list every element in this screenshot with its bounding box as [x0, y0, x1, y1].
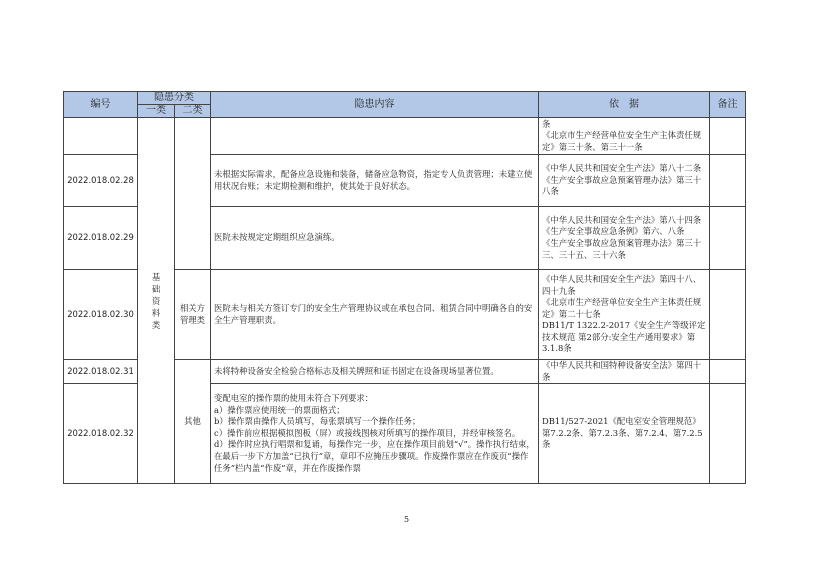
category2-empty-cell [175, 118, 211, 270]
category1-cell [138, 118, 175, 484]
row-basis: 《中华人民共和国特种设备安全法》第四十条 [539, 360, 710, 384]
row-content: 未根据实际需求，配备应急设施和装备，储备应急物资，指定专人负责管理；未建立使用状况台账；未定期检测和维护，使其处于良好状态。 [211, 155, 539, 207]
row-content: 医院未按规定定期组织应急演练。 [211, 207, 539, 270]
row-remark [710, 118, 746, 155]
header-basis: 依 据 [539, 92, 710, 118]
row-number: 2022.018.02.32 [64, 384, 138, 484]
header-remark: 备注 [710, 92, 746, 118]
row-basis: 条 《北京市生产经营单位安全生产主体责任规定》第三十条、第三十一条 [539, 118, 710, 155]
hazard-table [63, 91, 746, 484]
row-content: 变配电室的操作票的使用未符合下列要求： a）操作票应使用统一的票面格式； b）操作票由操作人员填写，每张票填写一个操作任务； c）操作前应根据模拟图板（屏）或接线图核对所填写的操作项目，并经审核签名。 d）操作时应执行唱票和复诵，每操作完一步，应在操作项目前划“√”。操作执行结束，在最后一步下方加盖“已执行”章，章印不应掩压步骤项。作废操作票应在作废页“操作任务”栏内盖“作废”章，并在作废操作票 [211, 384, 539, 484]
category2-other-cell: 其他 [175, 360, 211, 484]
row-remark [710, 207, 746, 270]
header-category: 隐患分类 [138, 92, 211, 105]
row-basis: 《中华人民共和国安全生产法》第四十八、四十九条 《北京市生产经营单位安全生产主体责任规定》第二十七条 DB11/T 1322.2-2017《安全生产等级评定技术规范 第2部分:安全生产通用要求》第3.1.8条 [539, 270, 710, 360]
row-content: 医院未与相关方签订专门的安全生产管理协议或在承包合同、租赁合同中明确各自的安全生产管理职责。 [211, 270, 539, 360]
row-remark [710, 360, 746, 384]
row-content: 未将特种设备安全检验合格标志及相关牌照和证书固定在设备现场显著位置。 [211, 360, 539, 384]
row-remark [710, 384, 746, 484]
header-content: 隐患内容 [211, 92, 539, 118]
row-basis: 《中华人民共和国安全生产法》第八十四条 《生产安全事故应急条例》第六、八条 《生产安全事故应急预案管理办法》第三十三、三十五、三十六条 [539, 207, 710, 270]
row-number: 2022.018.02.28 [64, 155, 138, 207]
page-number: 5 [404, 515, 410, 524]
row-number [64, 118, 138, 155]
row-content [211, 118, 539, 155]
row-number: 2022.018.02.30 [64, 270, 138, 360]
row-remark [710, 270, 746, 360]
category2-related-cell: 相关方管理类 [175, 270, 211, 360]
header-no: 编号 [64, 92, 138, 118]
row-number: 2022.018.02.31 [64, 360, 138, 384]
row-number: 2022.018.02.29 [64, 207, 138, 270]
row-basis: 《中华人民共和国安全生产法》第八十二条 《生产安全事故应急预案管理办法》第三十八条 [539, 155, 710, 207]
category1-label: 基础资料类 [151, 271, 161, 330]
header-cat2: 二类 [175, 105, 211, 118]
table-row [64, 118, 746, 155]
row-remark [710, 155, 746, 207]
row-basis: DB11/527-2021《配电室安全管理规范》第7.2.2条、第7.2.3条、第7.2.4、第7.2.5条 [539, 384, 710, 484]
header-cat1: 一类 [138, 105, 175, 118]
